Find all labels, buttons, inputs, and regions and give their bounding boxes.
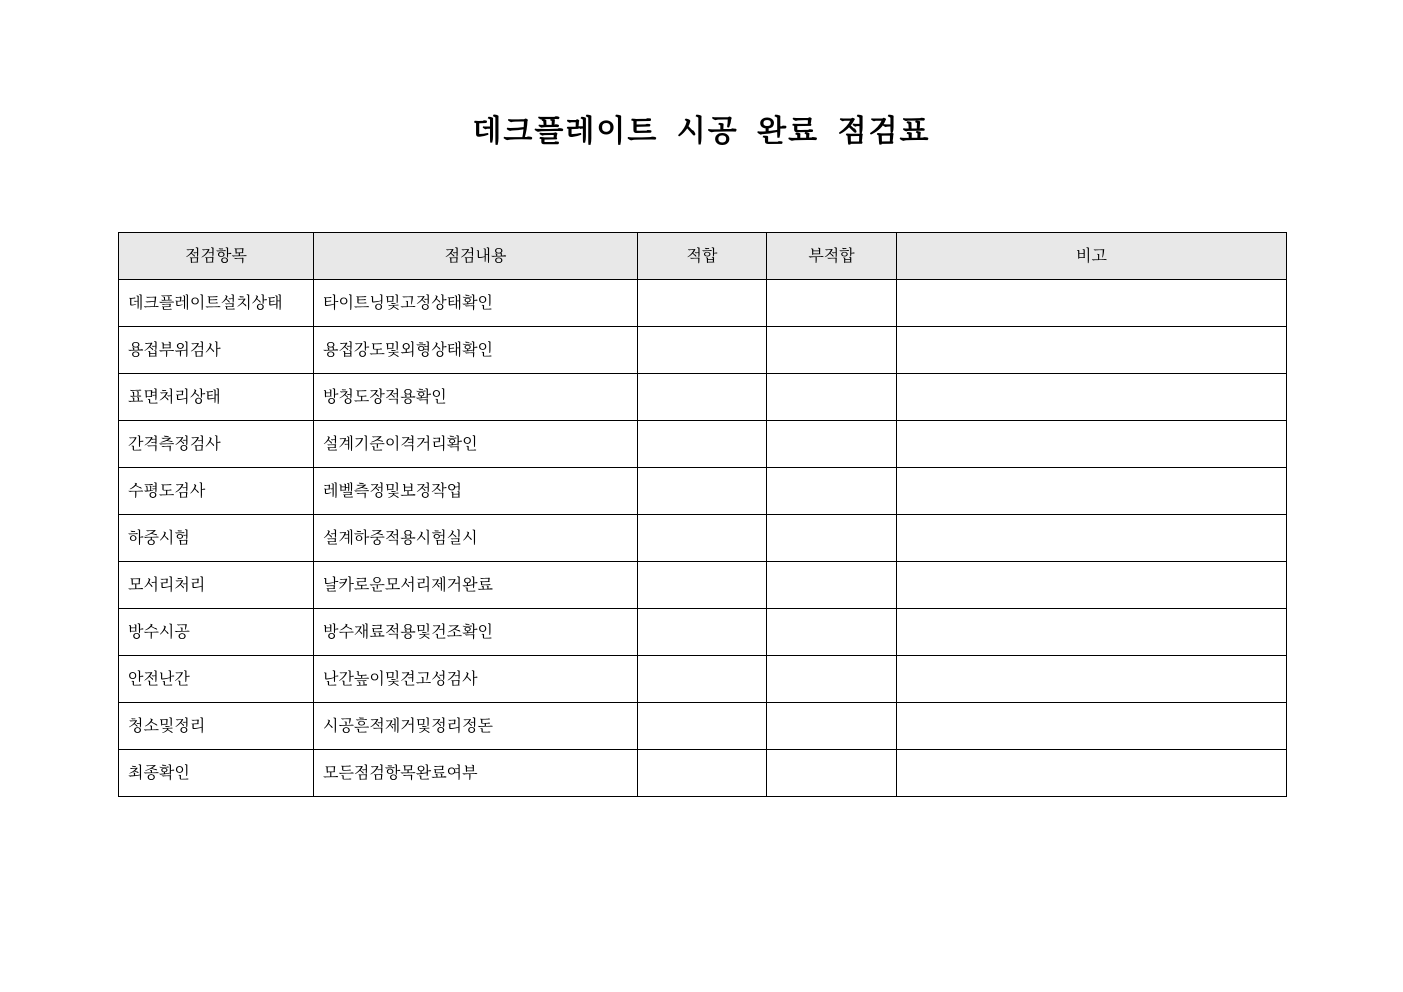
pass-cell[interactable]	[638, 327, 767, 374]
content-cell: 방수재료적용및건조확인	[314, 609, 638, 656]
content-cell: 설계하중적용시험실시	[314, 515, 638, 562]
fail-cell[interactable]	[767, 468, 897, 515]
fail-cell[interactable]	[767, 421, 897, 468]
table-row	[119, 750, 1287, 797]
remarks-cell[interactable]	[897, 421, 1287, 468]
table-row	[119, 468, 1287, 515]
remarks-cell[interactable]	[897, 562, 1287, 609]
table-row	[119, 374, 1287, 421]
content-cell: 타이트닝및고정상태확인	[314, 280, 638, 327]
fail-cell[interactable]	[767, 374, 897, 421]
content-cell: 방청도장적용확인	[314, 374, 638, 421]
pass-cell[interactable]	[638, 609, 767, 656]
fail-cell[interactable]	[767, 562, 897, 609]
pass-cell[interactable]	[638, 656, 767, 703]
content-cell: 난간높이및견고성검사	[314, 656, 638, 703]
remarks-cell[interactable]	[897, 750, 1287, 797]
table-row	[119, 562, 1287, 609]
inspection-table	[118, 232, 1287, 797]
item-cell: 모서리처리	[119, 562, 314, 609]
item-cell: 안전난간	[119, 656, 314, 703]
table-row	[119, 280, 1287, 327]
item-cell: 표면처리상태	[119, 374, 314, 421]
fail-cell[interactable]	[767, 656, 897, 703]
table-row	[119, 609, 1287, 656]
item-cell: 데크플레이트설치상태	[119, 280, 314, 327]
content-cell: 날카로운모서리제거완료	[314, 562, 638, 609]
pass-cell[interactable]	[638, 374, 767, 421]
pass-cell[interactable]	[638, 468, 767, 515]
fail-cell[interactable]	[767, 515, 897, 562]
remarks-cell[interactable]	[897, 515, 1287, 562]
content-cell: 용접강도및외형상태확인	[314, 327, 638, 374]
remarks-cell[interactable]	[897, 327, 1287, 374]
item-cell: 수평도검사	[119, 468, 314, 515]
table-row	[119, 421, 1287, 468]
content-cell: 시공흔적제거및정리정돈	[314, 703, 638, 750]
fail-cell[interactable]	[767, 609, 897, 656]
table-header-row	[119, 233, 1287, 280]
remarks-cell[interactable]	[897, 609, 1287, 656]
table-row	[119, 327, 1287, 374]
pass-cell[interactable]	[638, 562, 767, 609]
fail-cell[interactable]	[767, 750, 897, 797]
header-item: 점검항목	[119, 233, 314, 280]
pass-cell[interactable]	[638, 703, 767, 750]
header-pass: 적합	[638, 233, 767, 280]
page-title: 데크플레이트 시공 완료 점검표	[472, 114, 931, 149]
content-cell: 모든점검항목완료여부	[314, 750, 638, 797]
fail-cell[interactable]	[767, 703, 897, 750]
header-remarks: 비고	[897, 233, 1287, 280]
pass-cell[interactable]	[638, 280, 767, 327]
item-cell: 방수시공	[119, 609, 314, 656]
item-cell: 하중시험	[119, 515, 314, 562]
item-cell: 용접부위검사	[119, 327, 314, 374]
remarks-cell[interactable]	[897, 374, 1287, 421]
header-fail: 부적합	[767, 233, 897, 280]
table-row	[119, 703, 1287, 750]
pass-cell[interactable]	[638, 750, 767, 797]
table-row	[119, 515, 1287, 562]
item-cell: 최종확인	[119, 750, 314, 797]
item-cell: 간격측정검사	[119, 421, 314, 468]
content-cell: 레벨측정및보정작업	[314, 468, 638, 515]
pass-cell[interactable]	[638, 515, 767, 562]
remarks-cell[interactable]	[897, 656, 1287, 703]
table-row	[119, 656, 1287, 703]
remarks-cell[interactable]	[897, 468, 1287, 515]
remarks-cell[interactable]	[897, 280, 1287, 327]
item-cell: 청소및정리	[119, 703, 314, 750]
remarks-cell[interactable]	[897, 703, 1287, 750]
pass-cell[interactable]	[638, 421, 767, 468]
fail-cell[interactable]	[767, 280, 897, 327]
content-cell: 설계기준이격거리확인	[314, 421, 638, 468]
fail-cell[interactable]	[767, 327, 897, 374]
header-content: 점검내용	[314, 233, 638, 280]
